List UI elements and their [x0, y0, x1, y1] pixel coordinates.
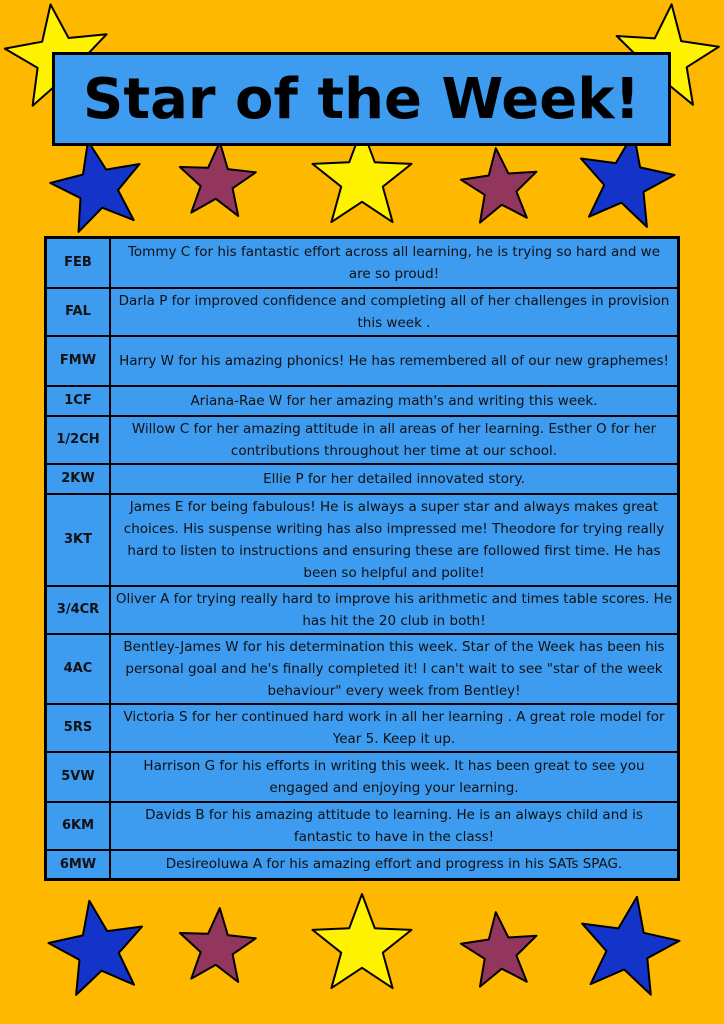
- maroon-star-icon: [180, 142, 256, 216]
- award-message: Tommy C for his fantastic effort across all learning, he is trying so hard and we are so proud!: [110, 238, 679, 288]
- award-message: Harrison G for his efforts in writing this week. It has been great to see you engaged and enjoying your learning.: [110, 752, 679, 802]
- blue-star-icon: [581, 133, 675, 227]
- table-row: [46, 238, 679, 288]
- table-row: [46, 752, 679, 802]
- table-row: [46, 704, 679, 752]
- award-message: Bentley-James W for his determination this week. Star of the Week has been his personal goal and he's finally completed it! I can't wait to see "star of the week behaviour" every week from Bentley!: [110, 634, 679, 704]
- title-banner: [52, 52, 671, 146]
- award-message: Harry W for his amazing phonics! He has remembered all of our new graphemes!: [110, 336, 679, 386]
- award-message: James E for being fabulous! He is always a super star and always makes great choices. His suspense writing has also impressed me! Theodore for trying really hard to listen to instructions and ensuring these are followed first time. He has been so helpful and polite!: [110, 494, 679, 586]
- award-message: Davids B for his amazing attitude to learning. He is an always child and is fantastic to have in the class!: [110, 802, 679, 850]
- award-message: Victoria S for her continued hard work in all her learning . A great role model for Year 5. Keep it up.: [110, 704, 679, 752]
- class-name: 2KW: [46, 464, 111, 494]
- class-name: 5VW: [46, 752, 111, 802]
- table-row: [46, 336, 679, 386]
- maroon-star-icon: [461, 148, 537, 222]
- table-row: [46, 850, 679, 880]
- class-name: 1CF: [46, 386, 111, 416]
- class-name: 6KM: [46, 802, 111, 850]
- class-name: 5RS: [46, 704, 111, 752]
- table-row: [46, 288, 679, 336]
- table-row: [46, 586, 679, 634]
- star-of-week-table: [44, 236, 680, 881]
- table-row: [46, 634, 679, 704]
- table-row: [46, 494, 679, 586]
- class-name: 1/2CH: [46, 416, 111, 464]
- class-name: 3/4CR: [46, 586, 111, 634]
- class-name: FAL: [46, 288, 111, 336]
- table-row: [46, 386, 679, 416]
- award-message: Willow C for her amazing attitude in all areas of her learning. Esther O for her contributions throughout her time at our school.: [110, 416, 679, 464]
- table-row: [46, 416, 679, 464]
- award-message: Ariana-Rae W for her amazing math's and writing this week.: [110, 386, 679, 416]
- maroon-star-icon: [180, 908, 256, 982]
- blue-star-icon: [582, 897, 679, 995]
- award-message: Ellie P for her detailed innovated story.: [110, 464, 679, 494]
- blue-star-icon: [49, 901, 143, 995]
- page-title: Star of the Week!: [83, 66, 640, 132]
- table-row: [46, 802, 679, 850]
- class-name: FMW: [46, 336, 111, 386]
- award-message: Oliver A for trying really hard to improve his arithmetic and times table scores. He has hit the 20 club in both!: [110, 586, 679, 634]
- table-row: [46, 464, 679, 494]
- class-name: FEB: [46, 238, 111, 288]
- class-name: 6MW: [46, 850, 111, 880]
- yellow-star-icon: [313, 894, 412, 988]
- class-name: 3KT: [46, 494, 111, 586]
- award-message: Desireoluwa A for his amazing effort and progress in his SATs SPAG.: [110, 850, 679, 880]
- maroon-star-icon: [461, 912, 537, 986]
- class-name: 4AC: [46, 634, 111, 704]
- award-message: Darla P for improved confidence and completing all of her challenges in provision this week .: [110, 288, 679, 336]
- blue-star-icon: [50, 141, 139, 232]
